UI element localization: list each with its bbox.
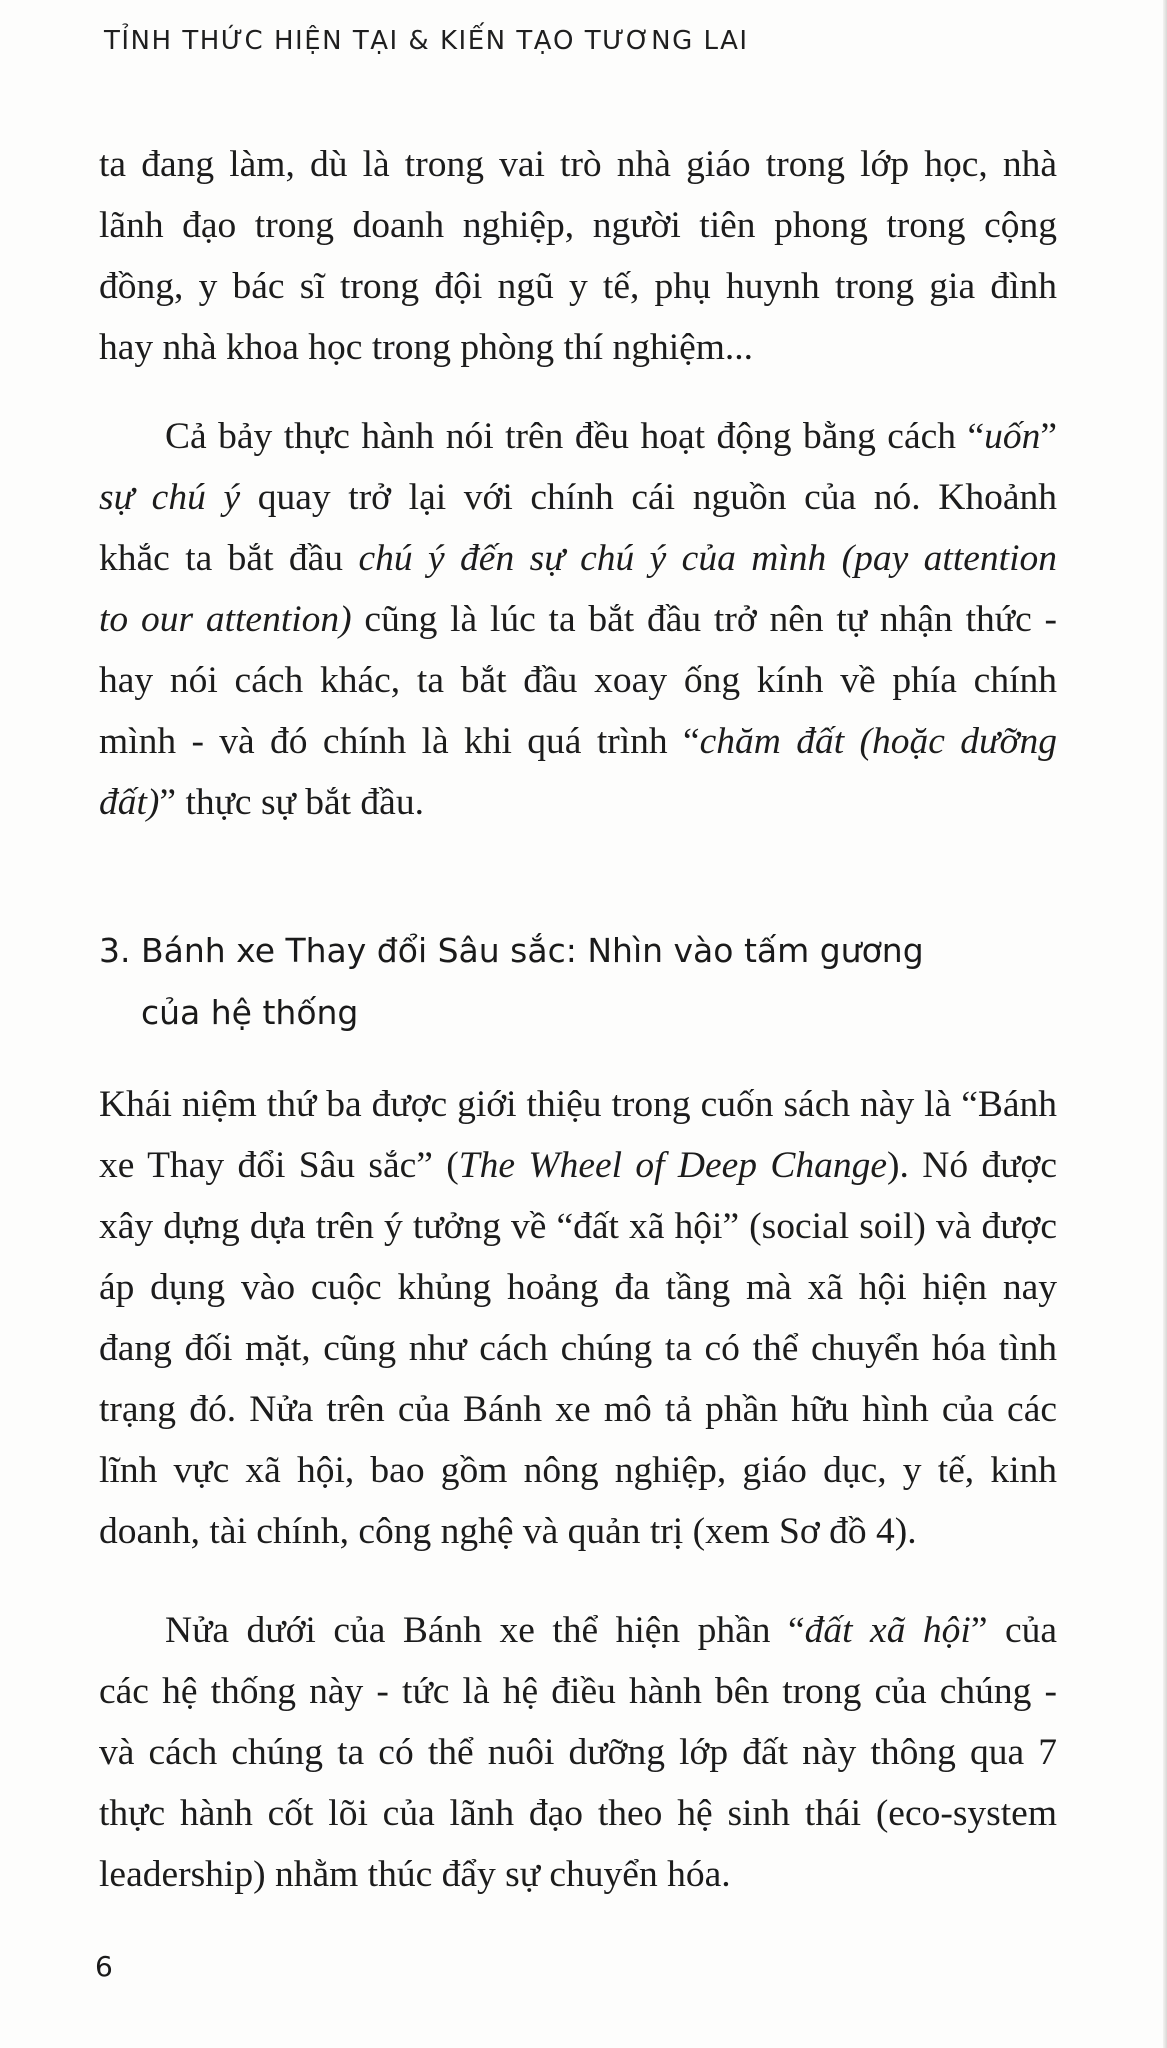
paragraph-line [99, 772, 1057, 833]
text-run: Nửa dưới của Bánh xe thể hiện phần “ [165, 1610, 805, 1651]
paragraph-line: áp dụng vào cuộc khủng hoảng đa tầng mà xã hội hiện nay [99, 1267, 1057, 1308]
paragraph-line: leadership) nhằm thúc đẩy sự chuyển hóa. [99, 1854, 731, 1895]
section-title-line: của hệ thống [141, 993, 359, 1032]
paragraph-line [99, 528, 1057, 589]
text-run: cũng là lúc ta bắt đầu trở nên tự nhận thức - [351, 599, 1057, 640]
text-run: xe Thay đổi Sâu sắc” ( [99, 1145, 459, 1186]
text-run: ” thực sự bắt đầu. [159, 782, 424, 823]
section-number: 3. [99, 931, 131, 970]
section-heading [99, 920, 924, 1044]
paragraph-1 [99, 134, 1057, 378]
text-run: ” [1040, 416, 1057, 457]
running-header: TỈNH THỨC HIỆN TẠI & KIẾN TẠO TƯƠNG LAI [104, 26, 749, 56]
paragraph-line: ta đang làm, dù là trong vai trò nhà giáo trong lớp học, nhà [99, 144, 1057, 185]
text-run: Cả bảy thực hành nói trên đều hoạt động bằng cách “ [165, 416, 985, 457]
text-run: ” của [970, 1610, 1057, 1651]
italic-run: đất) [99, 782, 160, 823]
paragraph-line [99, 1600, 1057, 1661]
paragraph-line: doanh, tài chính, công nghệ và quản trị (xem Sơ đồ 4). [99, 1511, 917, 1552]
italic-run: đất xã hội [804, 1610, 971, 1651]
paragraph-line: trạng đó. Nửa trên của Bánh xe mô tả phần hữu hình của các [99, 1389, 1057, 1430]
paragraph-line: đang đối mặt, cũng như cách chúng ta có thể chuyển hóa tình [99, 1328, 1057, 1369]
paragraph-line: lãnh đạo trong doanh nghiệp, người tiên phong trong cộng [99, 205, 1057, 246]
paragraph-3 [99, 1074, 1057, 1562]
text-run: quay trở lại với chính cái nguồn của nó. Khoảnh [240, 477, 1057, 518]
paragraph-line: thực hành cốt lõi của lãnh đạo theo hệ sinh thái (eco-system [99, 1793, 1057, 1834]
paragraph-2 [99, 406, 1057, 833]
paragraph-line [99, 589, 1057, 650]
paragraph-line [99, 711, 1057, 772]
text-run: khắc ta bắt đầu [99, 538, 359, 579]
paragraph-line: hay nói cách khác, ta bắt đầu xoay ống kính về phía chính [99, 660, 1057, 701]
italic-run: chú ý đến sự chú ý của mình (pay attention [358, 538, 1057, 579]
section-title-line: Bánh xe Thay đổi Sâu sắc: Nhìn vào tấm gương [141, 931, 924, 970]
paragraph-line: đồng, y bác sĩ trong đội ngũ y tế, phụ huynh trong gia đình [99, 266, 1057, 307]
italic-run: The Wheel of Deep Change [458, 1145, 888, 1186]
paragraph-line: Khái niệm thứ ba được giới thiệu trong cuốn sách này là “Bánh [99, 1084, 1057, 1125]
paragraph-line: hay nhà khoa học trong phòng thí nghiệm... [99, 327, 754, 368]
paragraph-4 [99, 1600, 1057, 1905]
paragraph-line [99, 406, 1057, 467]
paragraph-line: lĩnh vực xã hội, bao gồm nông nghiệp, giáo dục, y tế, kinh [99, 1450, 1057, 1491]
text-run: ). Nó được [887, 1145, 1058, 1186]
text-run: mình - và đó chính là khi quá trình “ [99, 721, 700, 762]
italic-run: uốn [984, 416, 1041, 457]
paragraph-line [99, 467, 1057, 528]
paragraph-line: xây dựng dựa trên ý tưởng về “đất xã hội” (social soil) và được [99, 1206, 1057, 1247]
paragraph-line: và cách chúng ta có thể nuôi dưỡng lớp đất này thông qua 7 [99, 1732, 1057, 1773]
italic-run: chăm đất (hoặc dưỡng [699, 721, 1057, 762]
italic-run: sự chú ý [99, 477, 241, 518]
paragraph-line [99, 1135, 1057, 1196]
page-number: 6 [95, 1950, 113, 1983]
page-edge-shadow [1163, 0, 1167, 2048]
italic-run: to our attention) [99, 599, 352, 640]
paragraph-line: các hệ thống này - tức là hệ điều hành bên trong của chúng - [99, 1671, 1057, 1712]
